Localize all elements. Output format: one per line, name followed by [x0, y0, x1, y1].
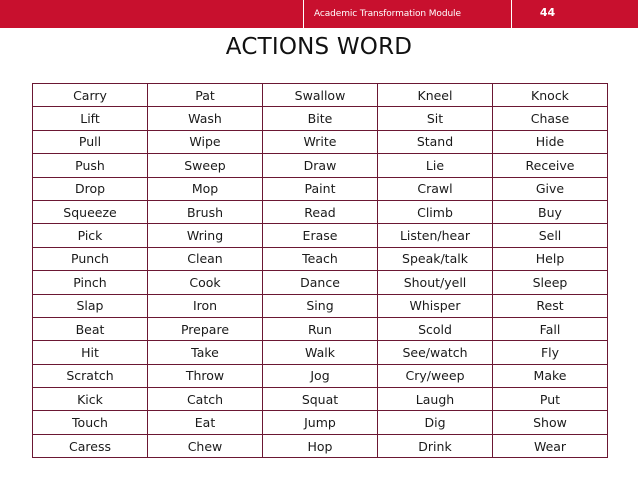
- table-cell: Beat: [33, 317, 148, 340]
- table-row: [33, 224, 608, 247]
- table-cell: Dance: [263, 271, 378, 294]
- table-row: [33, 177, 608, 200]
- table-cell: Buy: [493, 200, 608, 223]
- table-cell: Jump: [263, 411, 378, 434]
- table-cell: Sleep: [493, 271, 608, 294]
- table-cell: Brush: [148, 200, 263, 223]
- table-cell: Fly: [493, 341, 608, 364]
- page-number: 44: [539, 6, 556, 19]
- table-cell: Squat: [263, 388, 378, 411]
- table-cell: Kneel: [378, 84, 493, 107]
- table-cell: See/watch: [378, 341, 493, 364]
- table-cell: Scratch: [33, 364, 148, 387]
- table-cell: Slap: [33, 294, 148, 317]
- table-cell: Crawl: [378, 177, 493, 200]
- table-row: [33, 294, 608, 317]
- table-cell: Sell: [493, 224, 608, 247]
- table-cell: Lie: [378, 154, 493, 177]
- table-cell: Read: [263, 200, 378, 223]
- table-cell: Push: [33, 154, 148, 177]
- table-cell: Sing: [263, 294, 378, 317]
- table-row: [33, 434, 608, 457]
- table-cell: Whisper: [378, 294, 493, 317]
- table-cell: Show: [493, 411, 608, 434]
- table-cell: Bite: [263, 107, 378, 130]
- table-row: [33, 130, 608, 153]
- table-cell: Caress: [33, 434, 148, 457]
- table-cell: Wring: [148, 224, 263, 247]
- table-cell: Touch: [33, 411, 148, 434]
- table-cell: Pat: [148, 84, 263, 107]
- table-cell: Clean: [148, 247, 263, 270]
- table-cell: Dig: [378, 411, 493, 434]
- table-cell: Help: [493, 247, 608, 270]
- table-cell: Iron: [148, 294, 263, 317]
- table-cell: Chew: [148, 434, 263, 457]
- table-cell: Drink: [378, 434, 493, 457]
- table-row: [33, 200, 608, 223]
- table-cell: Climb: [378, 200, 493, 223]
- table-cell: Lift: [33, 107, 148, 130]
- table-cell: Put: [493, 388, 608, 411]
- table-cell: Write: [263, 130, 378, 153]
- table-cell: Make: [493, 364, 608, 387]
- table-cell: Scold: [378, 317, 493, 340]
- table-cell: Eat: [148, 411, 263, 434]
- table-cell: Teach: [263, 247, 378, 270]
- action-words-table: [32, 83, 608, 458]
- table-cell: Drop: [33, 177, 148, 200]
- table-cell: Take: [148, 341, 263, 364]
- table-cell: Knock: [493, 84, 608, 107]
- table-cell: Cook: [148, 271, 263, 294]
- table-cell: Walk: [263, 341, 378, 364]
- page-title: ACTIONS WORD: [225, 34, 413, 60]
- table-cell: Swallow: [263, 84, 378, 107]
- table-cell: Catch: [148, 388, 263, 411]
- table-cell: Draw: [263, 154, 378, 177]
- table-cell: Kick: [33, 388, 148, 411]
- table-cell: Give: [493, 177, 608, 200]
- table-cell: Hide: [493, 130, 608, 153]
- table-cell: Squeeze: [33, 200, 148, 223]
- table-row: [33, 388, 608, 411]
- table-cell: Prepare: [148, 317, 263, 340]
- table-cell: Hop: [263, 434, 378, 457]
- table-row: [33, 341, 608, 364]
- table-cell: Pull: [33, 130, 148, 153]
- table-body: [33, 84, 608, 458]
- table-cell: Stand: [378, 130, 493, 153]
- table-cell: Receive: [493, 154, 608, 177]
- table-cell: Erase: [263, 224, 378, 247]
- table-cell: Punch: [33, 247, 148, 270]
- table-row: [33, 317, 608, 340]
- table-cell: Hit: [33, 341, 148, 364]
- table-cell: Run: [263, 317, 378, 340]
- table-row: [33, 154, 608, 177]
- table-cell: Rest: [493, 294, 608, 317]
- table-cell: Cry/weep: [378, 364, 493, 387]
- table-cell: Shout/yell: [378, 271, 493, 294]
- table-cell: Chase: [493, 107, 608, 130]
- table-row: [33, 411, 608, 434]
- table-cell: Sweep: [148, 154, 263, 177]
- table-cell: Carry: [33, 84, 148, 107]
- table-cell: Mop: [148, 177, 263, 200]
- table-cell: Wear: [493, 434, 608, 457]
- table-cell: Listen/hear: [378, 224, 493, 247]
- table-row: [33, 247, 608, 270]
- table-cell: Throw: [148, 364, 263, 387]
- table-row: [33, 84, 608, 107]
- table-cell: Speak/talk: [378, 247, 493, 270]
- module-title: Academic Transformation Module: [314, 9, 461, 19]
- table-row: [33, 364, 608, 387]
- table-cell: Wash: [148, 107, 263, 130]
- table-cell: Laugh: [378, 388, 493, 411]
- table-row: [33, 107, 608, 130]
- table-cell: Sit: [378, 107, 493, 130]
- table-cell: Wipe: [148, 130, 263, 153]
- table-row: [33, 271, 608, 294]
- table-cell: Jog: [263, 364, 378, 387]
- table-cell: Pick: [33, 224, 148, 247]
- table-cell: Fall: [493, 317, 608, 340]
- header-divider: [303, 0, 304, 28]
- table-cell: Pinch: [33, 271, 148, 294]
- table-cell: Paint: [263, 177, 378, 200]
